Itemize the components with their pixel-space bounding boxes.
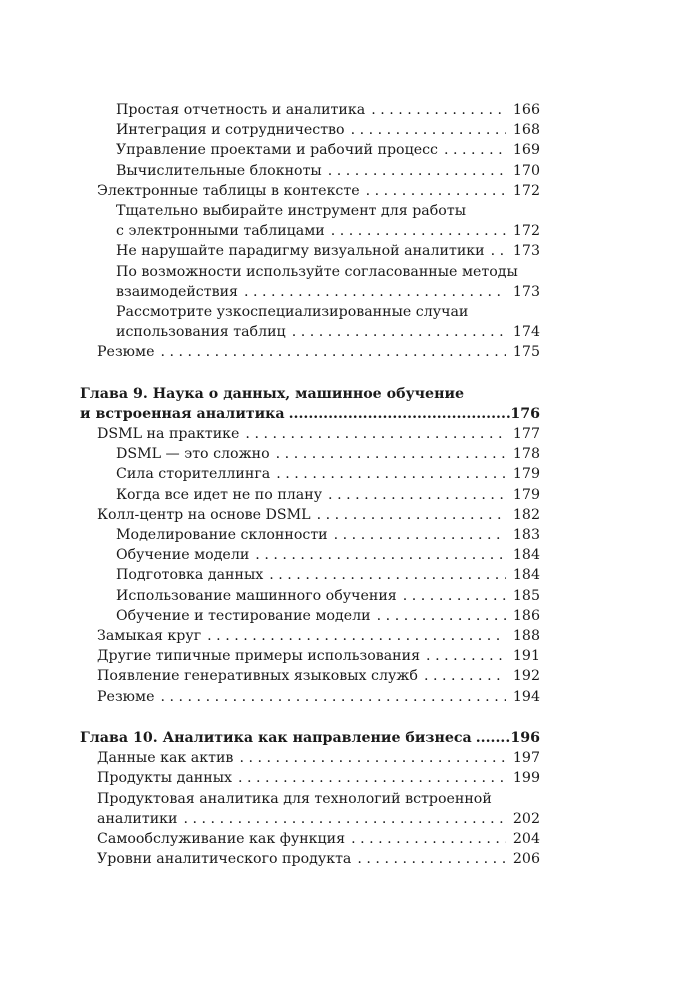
toc-entry-page: 182 [512, 506, 540, 523]
toc-dot-leader [331, 221, 506, 241]
toc-dot-leader [239, 748, 506, 768]
chapter-title: и встроенная аналитика [80, 405, 285, 422]
toc-entry-title: Подготовка данных [116, 567, 264, 584]
toc-entry[interactable] [80, 262, 540, 302]
toc-entry-title-line1: Продуктовая аналитика для технологий встроенной [97, 790, 492, 807]
toc-entry[interactable] [80, 545, 540, 565]
toc-dot-leader [269, 565, 506, 585]
toc-entry-title: Управление проектами и рабочий процесс [116, 142, 438, 159]
toc-dot-leader [357, 849, 506, 869]
toc-entry-page: 185 [512, 587, 540, 604]
toc-entry[interactable] [80, 201, 540, 241]
toc-entry-title: Замыкая круг [97, 628, 202, 645]
toc-entry-page: 199 [512, 770, 540, 787]
toc-entry-page: 173 [512, 283, 540, 300]
toc-entry-page: 170 [512, 162, 540, 179]
toc-entry-page: 194 [512, 688, 540, 705]
table-of-contents [80, 100, 540, 869]
toc-entry-page: 192 [512, 668, 540, 685]
toc-dot-leader [366, 181, 506, 201]
toc-entry-title: Когда все идет не по плану [116, 486, 323, 503]
toc-entry[interactable] [80, 829, 540, 849]
toc-entry-title: с электронными таблицами [116, 223, 325, 240]
chapter-page: 196 [510, 729, 540, 746]
toc-entry-page: 197 [512, 750, 540, 767]
toc-entry[interactable] [80, 606, 540, 626]
toc-dot-leader [351, 829, 506, 849]
toc-entry-title: взаимодействия [116, 283, 238, 300]
toc-entry-page: 184 [512, 547, 540, 564]
toc-entry-title: Появление генеративных языковых служб [97, 668, 418, 685]
toc-dot-leader [491, 241, 506, 261]
toc-entry[interactable] [80, 646, 540, 666]
toc-entry-page: 179 [512, 466, 540, 483]
toc-entry[interactable] [80, 525, 540, 545]
toc-entry-title: использования таблиц [116, 324, 286, 341]
toc-dot-leader [426, 646, 506, 666]
toc-entry-title: Резюме [97, 344, 155, 361]
toc-entry[interactable] [80, 789, 540, 829]
toc-entry-title: DSML на практике [97, 426, 240, 443]
toc-entry-title: Продукты данных [97, 770, 232, 787]
chapter-page: 176 [510, 405, 540, 422]
toc-entry-title: Интеграция и сотрудничество [116, 122, 345, 139]
toc-dot-leader [292, 322, 506, 342]
toc-entry-page: 172 [512, 223, 540, 240]
toc-entry[interactable] [80, 181, 540, 201]
toc-dot-leader [317, 505, 506, 525]
chapter-title: Глава 10. Аналитика как направление бизнеса [80, 729, 472, 746]
toc-entry-title: Вычислительные блокноты [116, 162, 322, 179]
toc-entry-page: 174 [512, 324, 540, 341]
toc-dot-leader [183, 809, 506, 829]
toc-dot-leader [328, 161, 506, 181]
toc-entry-title: Электронные таблицы в контексте [97, 182, 360, 199]
toc-entry-page: 188 [512, 628, 540, 645]
toc-dot-leader [244, 282, 506, 302]
toc-entry-title: Обучение модели [116, 547, 250, 564]
toc-dot-leader [276, 464, 506, 484]
toc-entry-page: 172 [512, 182, 540, 199]
toc-entry[interactable] [80, 120, 540, 140]
toc-entry[interactable] [80, 161, 540, 181]
toc-dot-leader [160, 687, 506, 707]
toc-chapter-9[interactable] [80, 384, 540, 424]
toc-entry[interactable] [80, 241, 540, 261]
toc-entry-page: 175 [512, 344, 540, 361]
toc-dot-leader [255, 545, 506, 565]
toc-entry[interactable] [80, 342, 540, 362]
toc-entry-page: 178 [512, 446, 540, 463]
toc-entry-page: 184 [512, 567, 540, 584]
toc-entry-title-line1: По возможности используйте согласованные методы [116, 263, 518, 280]
toc-entry-title-line1: Тщательно выбирайте инструмент для работы [116, 203, 466, 220]
toc-entry-title-line1: Рассмотрите узкоспециализированные случаи [116, 304, 469, 321]
toc-entry-page: 191 [512, 648, 540, 665]
toc-dot-leader [351, 120, 506, 140]
toc-entry-page: 169 [512, 142, 540, 159]
toc-entry[interactable] [80, 444, 540, 464]
toc-entry-page: 177 [512, 426, 540, 443]
toc-entry-page: 166 [512, 102, 540, 118]
toc-entry[interactable] [80, 687, 540, 707]
toc-dot-leader [476, 728, 511, 748]
toc-entry-title: Сила сторителлинга [116, 466, 271, 483]
toc-dot-leader [207, 626, 506, 646]
toc-entry[interactable] [80, 768, 540, 788]
toc-entry-page: 183 [512, 527, 540, 544]
toc-entry[interactable] [80, 626, 540, 646]
toc-dot-leader [371, 100, 506, 120]
toc-entry[interactable] [80, 586, 540, 606]
toc-entry-title: Данные как актив [97, 750, 234, 767]
toc-entry[interactable] [80, 849, 540, 869]
toc-entry-title: Колл-центр на основе DSML [97, 506, 311, 523]
toc-entry-title: Обучение и тестирование модели [116, 607, 371, 624]
toc-entry-page: 179 [512, 486, 540, 503]
toc-dot-leader [377, 606, 506, 626]
toc-dot-leader [289, 404, 511, 424]
toc-entry[interactable] [80, 485, 540, 505]
toc-entry-title: Простая отчетность и аналитика [116, 102, 366, 118]
toc-entry-title: Самообслуживание как функция [97, 830, 346, 847]
toc-dot-leader [424, 666, 506, 686]
toc-entry[interactable] [80, 505, 540, 525]
toc-entry-page: 168 [512, 122, 540, 139]
toc-entry-page: 204 [512, 830, 540, 847]
toc-entry-title: Уровни аналитического продукта [97, 851, 352, 868]
toc-entry-title: Другие типичные примеры использования [97, 648, 421, 665]
toc-entry-page: 173 [512, 243, 540, 260]
toc-dot-leader [444, 140, 506, 160]
toc-dot-leader [328, 485, 506, 505]
toc-entry-title: Резюме [97, 688, 155, 705]
toc-entry-page: 206 [512, 851, 540, 868]
toc-entry-title: Моделирование склонности [116, 527, 328, 544]
toc-entry[interactable] [80, 748, 540, 768]
toc-dot-leader [245, 424, 506, 444]
toc-dot-leader [238, 768, 506, 788]
toc-entry-title: Не нарушайте парадигму визуальной аналитики [116, 243, 485, 260]
toc-entry-page: 186 [512, 607, 540, 624]
toc-dot-leader [160, 342, 506, 362]
toc-entry-page: 202 [512, 810, 540, 827]
toc-dot-leader [334, 525, 506, 545]
chapter-title-line1: Глава 9. Наука о данных, машинное обучение [80, 385, 465, 402]
toc-entry[interactable] [80, 140, 540, 160]
toc-dot-leader [276, 444, 506, 464]
toc-entry[interactable] [80, 666, 540, 686]
toc-entry[interactable] [80, 464, 540, 484]
toc-entry[interactable] [80, 565, 540, 585]
toc-entry-title: Использование машинного обучения [116, 587, 397, 604]
toc-chapter-10[interactable] [80, 728, 540, 748]
toc-entry-title: аналитики [97, 810, 178, 827]
toc-entry[interactable] [80, 302, 540, 342]
toc-entry[interactable] [80, 424, 540, 444]
toc-dot-leader [403, 586, 506, 606]
toc-entry[interactable] [80, 100, 540, 120]
toc-entry-title: DSML — это сложно [116, 446, 270, 463]
